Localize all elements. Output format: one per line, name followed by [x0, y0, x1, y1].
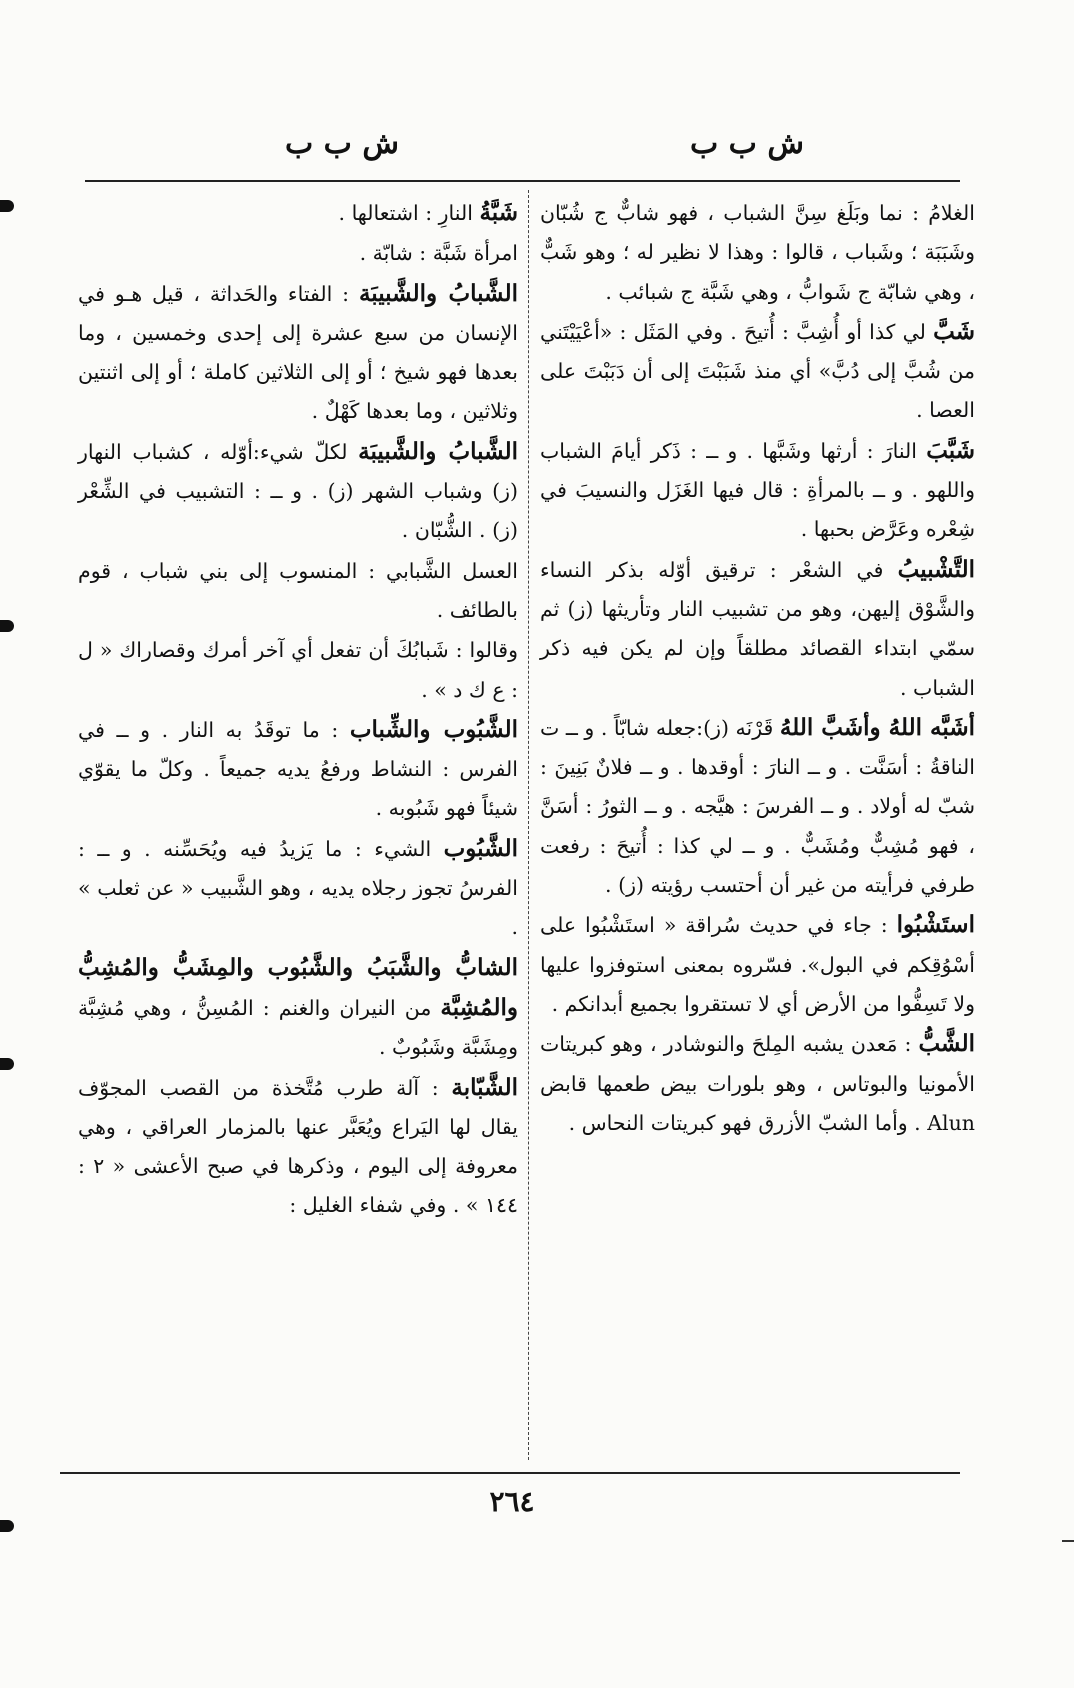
entry-paragraph: [540, 312, 975, 431]
entry-headword: شَبَّبَ: [926, 436, 975, 464]
entry-paragraph: [78, 948, 518, 1068]
entry-text: : آلة طرب مُتَّخذة من القصب المجوّف يقال لها اليَراع ويُعَبَّر عنها بالمزمار العراقي ، وهي معروفة إلى اليوم ، وذكرها في صبح الأعشى « ٢ : ١٤٤ » . وفي شفاء الغليل :: [78, 1075, 518, 1218]
entry-paragraph: [78, 630, 518, 710]
entry-paragraph: [540, 550, 975, 708]
bottom-rule: [60, 1472, 960, 1474]
entry-headword: الشَّبُوب والشِّباب: [349, 715, 518, 743]
entry-paragraph: [78, 1068, 518, 1226]
entry-headword: استَشْبُوا: [896, 911, 975, 939]
entry-text: النارِ : اشتعالها .: [338, 201, 473, 225]
entry-headword: الشابُّ والشَّبَبُ والشَّبُوب والمِشَبُّ والمُشِبُّ والمُشِبَّة: [78, 953, 518, 1021]
entry-headword: أشَبَّه اللهُ وأشَبَّ اللهُ: [779, 713, 975, 741]
entry-text: في الشعْر : ترقيق أوّله بذكر النساء والشَّوْق إليهن، وهو من تشبيب النار وتأريثها (ز) ثم سمّي ابتداء القصائد مطلقاً وإن لم يكن فيه ذكر الشباب .: [540, 557, 975, 700]
entry-paragraph: [78, 233, 518, 273]
entry-headword: الشَّبُوب: [443, 834, 518, 862]
entry-text: امرأة شَبَّة : شابّة .: [359, 241, 518, 266]
entry-headword: الشَّبُّ: [918, 1030, 975, 1058]
entry-paragraph: [78, 432, 518, 551]
entry-text: وقالوا : شَبابُكَ أن تفعل أي آخر أمرك وقصاراك « ل : ع ك د » .: [78, 638, 518, 702]
entry-text: لكلّ شيء:أوّله ، كشباب النهار (ز) وشباب الشهر (ز) . و ــ : التشبيب في الشِّعْر (ز) . الشُّبّان .: [78, 439, 518, 543]
binding-mark: [0, 1520, 14, 1532]
entry-text: : الفتاء والحَداثة ، قيل هـو في الإنسان من سبع عشرة إلى إحدى وخمسين ، وما بعدها فهو شيخ ؛ أو إلى الثلاثين كاملة ؛ أو إلى اثنتين وثلاثين ، وما بعدها كَهْلٌ .: [78, 281, 518, 424]
binding-mark: [0, 1058, 14, 1070]
entry-headword: التَّشْبيبُ: [897, 555, 975, 583]
entry-paragraph: [78, 274, 518, 432]
entry-headword: الشَّبابُ والشَّبيبَة: [358, 437, 518, 465]
entry-text: من النيران والغنم : المُسِنُّ ، وهي مُشِبَّة ومِشَبَّة وشَبُوبٌ .: [78, 995, 518, 1060]
edge-tick: [1062, 1540, 1074, 1542]
entry-headword: شَبَّةُ: [479, 199, 518, 226]
column-divider: [528, 190, 529, 1460]
entry-headword: شَبَّ: [933, 317, 975, 345]
entry-text: النارَ : أرثها وشَبَّها . و ــ : ذَكر أيامَ الشباب واللهو . و ــ بالمرأةِ : قال فيها الغَزَل والنسيبَ في شِعْره وعَرَّض بحبها .: [540, 438, 975, 542]
entry-text: قَرْنَه (ز):جعله شابّاً . و ــ ت الناقةُ : أسَنَّت . و ــ النارَ : أوقدها . و ــ فلانٌ بَنِينَ : شبّ له أولاد . و ــ الفرسَ : هيَّجه . و ــ الثورُ : أسَنَّ ، فهو مُشِبٌّ ومُشَبٌّ . و ــ لي كذا : أُتيحَ : رفعت طرفي فرأيته من غير أن أحتسب رؤيته (ز) .: [540, 715, 975, 898]
entry-text: الغلامُ : نما وبَلَغ سِنَّ الشباب ، فهو شابٌّ ج شُبّان وشَبَبَة ؛ وشَباب ، قالوا : وهذا لا نظير له ؛ وهو شَبٌّ ، وهي شابّة ج شَوابُّ ، وهي شَبَّة ج شبائب .: [540, 201, 975, 304]
left-column: [78, 193, 518, 1226]
entry-headword: الشَّبابُ والشَّبيبَة: [358, 279, 518, 307]
page-number: ٢٦٤: [489, 1485, 535, 1518]
right-column: [540, 193, 975, 1143]
entry-paragraph: [540, 1024, 975, 1143]
entry-headword: الشَّبّابة: [451, 1073, 518, 1101]
entry-paragraph: [78, 193, 518, 233]
binding-mark: [0, 620, 14, 632]
top-rule: [85, 180, 960, 182]
entry-text: : مَعدن يشبه المِلحَ والنوشادر ، وهو كبريتات الأمونيا والبوتاس ، وهو بلورات بيض طعمها قابض Alun . وأما الشبّ الأزرق فهو كبريتات النحاس .: [540, 1032, 975, 1135]
entry-text: العسل الشَّبابي : المنسوب إلى بني شباب ، قوم بالطائف .: [78, 558, 518, 622]
entry-paragraph: [540, 193, 975, 312]
entry-paragraph: [78, 829, 518, 948]
binding-mark: [0, 200, 14, 212]
entry-paragraph: [540, 708, 975, 905]
entry-text: : جاء في حديث سُراقة « استَشْبُوا على أسْوُقِكم في البول». فسّروه بمعنى استوفزوا عليها ولا تَسِفُّوا من الأرض أي لا تستقروا بجميع أبدانكم .: [540, 913, 975, 1016]
entry-text: لي كذا أو أُشِبَّ : أُتيحَ . وفي المَثَل : «أعْيَيْتَني من شُبَّ إلى دُبَّ» أي منذ شَبَبْتَ إلى أن دَبَبْتَ على العصا .: [540, 319, 975, 423]
entry-paragraph: [540, 431, 975, 550]
entry-text: الشيء : ما يَزيدُ فيه ويُحَسِّنه . و ــ : الفرسُ تجوز رجلاه يديه ، وهو الشَّبيب « عن ثعلب » .: [78, 836, 518, 940]
entry-paragraph: [540, 905, 975, 1024]
entry-text: : ما توقَدُ به النار . و ــ في الفرس : النشاط ورفعُ يديه جميعاً . وكلّ ما يقوّي شيئاً فهو شَبُوبه .: [78, 717, 518, 821]
entry-paragraph: [78, 551, 518, 631]
running-head-left: ش ب ب: [285, 126, 399, 161]
entry-paragraph: [78, 710, 518, 829]
running-head-right: ش ب ب: [690, 126, 804, 161]
